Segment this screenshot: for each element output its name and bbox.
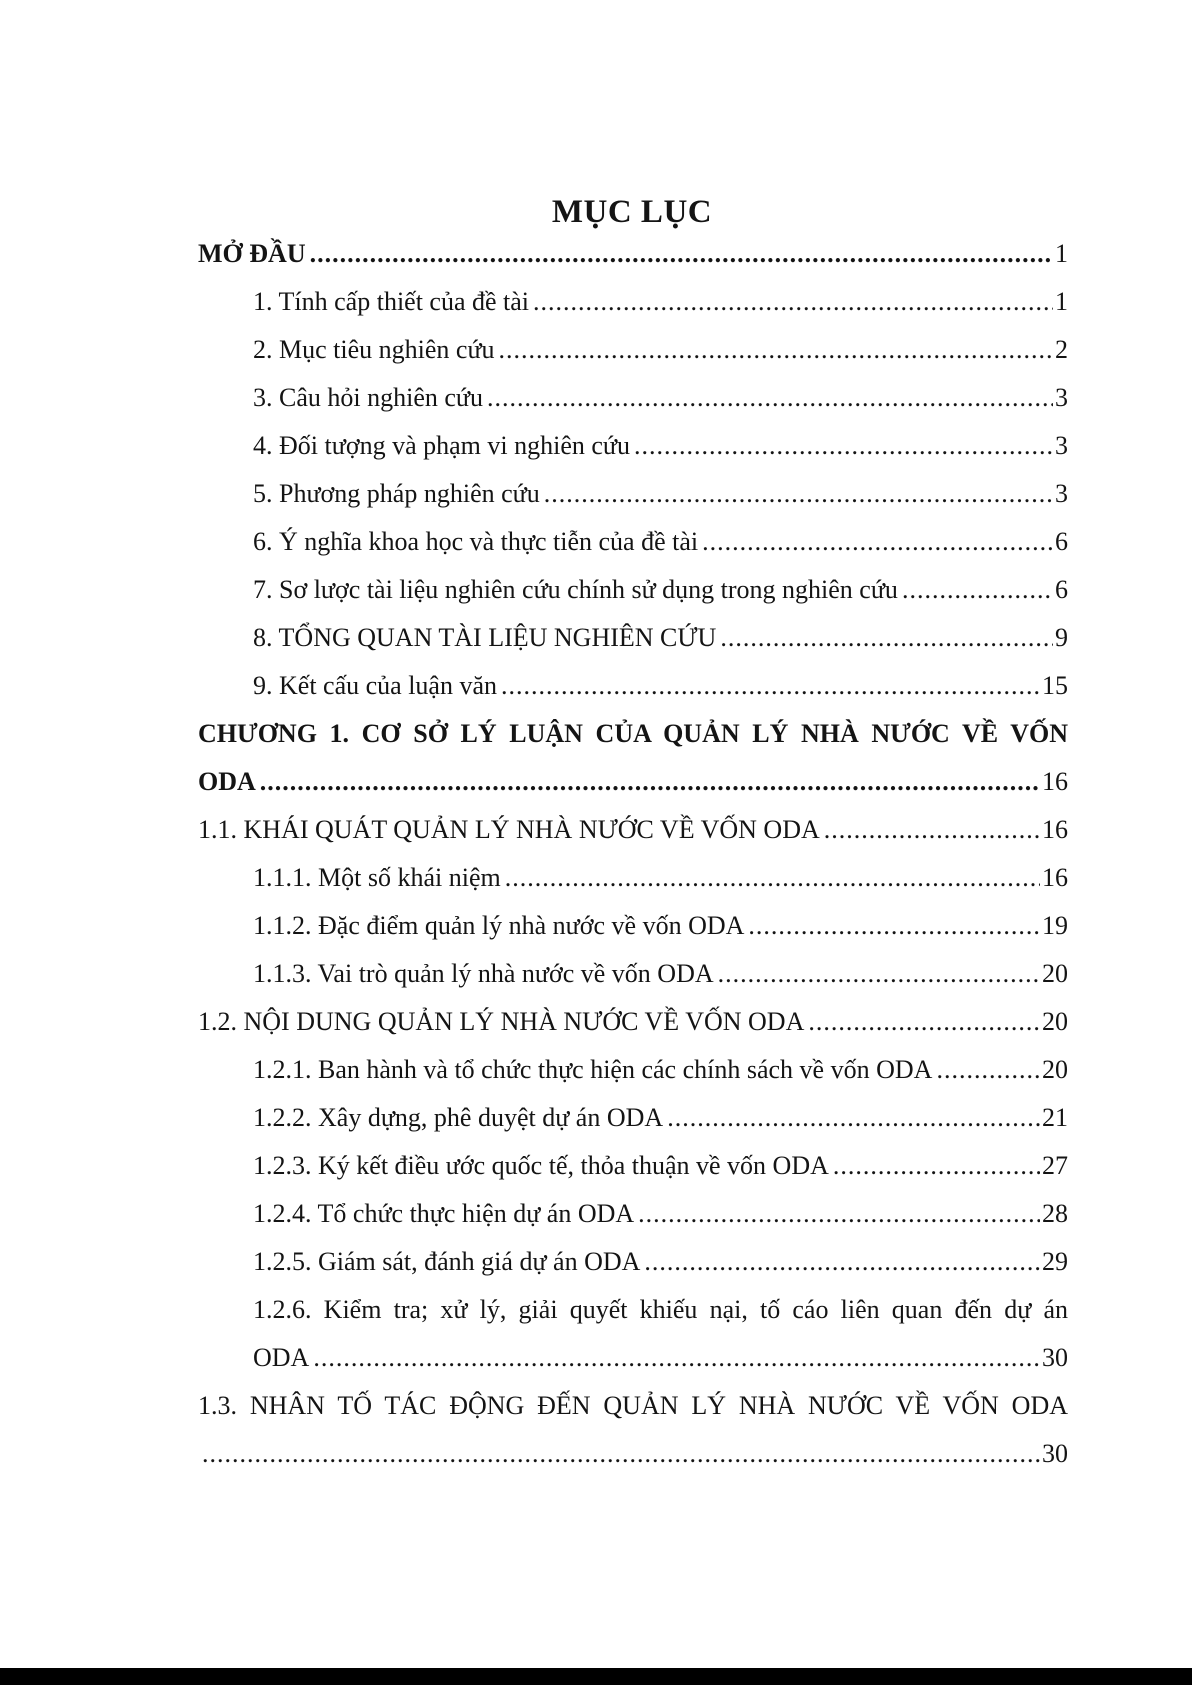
dot-leader (310, 230, 1053, 278)
dot-leader (501, 662, 1040, 710)
toc-entry-page: 16 (1042, 767, 1068, 796)
toc-entry-page: 6 (1055, 575, 1068, 604)
toc-entry[interactable] (198, 1094, 1068, 1142)
dot-leader (644, 1238, 1040, 1286)
toc-entry-wrapped-line[interactable]: 1.3. NHÂN TỐ TÁC ĐỘNG ĐẾN QUẢN LÝ NHÀ NƯỚC VỀ VỐN ODA (198, 1391, 1068, 1420)
toc-entry[interactable] (198, 902, 1068, 950)
toc-entry[interactable] (198, 326, 1068, 374)
dot-leader (720, 614, 1053, 662)
toc-entry-page: 6 (1055, 527, 1068, 556)
toc-entry[interactable] (198, 1190, 1068, 1238)
toc-entry-page: 16 (1042, 863, 1068, 892)
dot-leader (667, 1094, 1040, 1142)
dot-leader (202, 1430, 1040, 1478)
toc-entry-text: 1.1. KHÁI QUÁT QUẢN LÝ NHÀ NƯỚC VỀ VỐN ODA (198, 815, 820, 844)
toc-entry-text: 1.2.1. Ban hành và tổ chức thực hiện các chính sách về vốn ODA (253, 1055, 933, 1084)
toc-entry-text: 1.2.3. Ký kết điều ước quốc tế, thỏa thuận về vốn ODA (253, 1151, 829, 1180)
toc-entry[interactable] (198, 422, 1068, 470)
toc-entry-page: 15 (1042, 671, 1068, 700)
dot-leader (260, 758, 1040, 806)
toc-entry[interactable] (198, 470, 1068, 518)
toc-entry-page: 9 (1055, 623, 1068, 652)
toc-entry-page: 20 (1042, 1055, 1068, 1084)
dot-leader (718, 950, 1040, 998)
toc-entry[interactable] (198, 278, 1068, 326)
toc-entry-text: 1.1.1. Một số khái niệm (253, 863, 501, 892)
toc-entry-page: 28 (1042, 1199, 1068, 1228)
toc-entry-text: 1.1.2. Đặc điểm quản lý nhà nước về vốn ODA (253, 911, 745, 940)
toc-entry-page: 3 (1055, 383, 1068, 412)
toc-entry-text: 4. Đối tượng và phạm vi nghiên cứu (253, 431, 630, 460)
toc-entry[interactable] (198, 806, 1068, 854)
dot-leader (487, 374, 1053, 422)
dot-leader (833, 1142, 1040, 1190)
toc-entry-text: 8. TỔNG QUAN TÀI LIỆU NGHIÊN CỨU (253, 623, 717, 652)
toc-entry-wrapped-line[interactable]: 1.2.6. Kiểm tra; xử lý, giải quyết khiếu nại, tố cáo liên quan đến dự án (253, 1295, 1068, 1324)
toc-entry-text: 1.2.2. Xây dựng, phê duyệt dự án ODA (253, 1103, 664, 1132)
toc-entry-page: 30 (1042, 1439, 1068, 1468)
dot-leader (748, 902, 1040, 950)
toc-entry-page: 1 (1055, 239, 1068, 268)
toc-entry-page: 30 (1042, 1343, 1068, 1372)
toc-title: MỤC LỤC (551, 194, 713, 230)
toc-entry-page: 3 (1055, 479, 1068, 508)
toc-entry-text: 1.1.3. Vai trò quản lý nhà nước về vốn ODA (253, 959, 714, 988)
toc-entry-text: 1.2.4. Tổ chức thực hiện dự án ODA (253, 1199, 635, 1228)
toc-entry[interactable] (198, 1238, 1068, 1286)
toc-entry-page: 27 (1042, 1151, 1068, 1180)
toc-entry-page: 1 (1055, 287, 1068, 316)
toc-entry[interactable] (198, 1142, 1068, 1190)
toc-entry[interactable] (198, 614, 1068, 662)
toc-entry-page: 21 (1042, 1103, 1068, 1132)
toc-entry-page: 19 (1042, 911, 1068, 940)
toc-entry-page: 2 (1055, 335, 1068, 364)
toc-entry-text: 1. Tính cấp thiết của đề tài (253, 287, 530, 316)
toc-entry[interactable] (198, 950, 1068, 998)
toc-entry-text: 3. Câu hỏi nghiên cứu (253, 383, 484, 412)
dot-leader (533, 278, 1053, 326)
toc-entry-text: 5. Phương pháp nghiên cứu (253, 479, 540, 508)
toc-entry[interactable] (198, 518, 1068, 566)
toc-entry-page: 29 (1042, 1247, 1068, 1276)
toc-entry-text: 7. Sơ lược tài liệu nghiên cứu chính sử dụng trong nghiên cứu (253, 575, 898, 604)
toc-entry[interactable] (198, 662, 1068, 710)
toc-entry-text: 1.2. NỘI DUNG QUẢN LÝ NHÀ NƯỚC VỀ VỐN ODA (198, 1007, 805, 1036)
toc-entry-page: 3 (1055, 431, 1068, 460)
toc-entry[interactable] (198, 230, 1068, 278)
toc-entry[interactable] (198, 854, 1068, 902)
toc-entry-text: 6. Ý nghĩa khoa học và thực tiễn của đề tài (253, 527, 699, 556)
dot-leader (808, 998, 1040, 1046)
toc-entry[interactable] (198, 1334, 1068, 1382)
dot-leader (634, 422, 1053, 470)
toc-entry-text: 2. Mục tiêu nghiên cứu (253, 335, 495, 364)
bottom-edge-bar (0, 1668, 1192, 1685)
toc-entry-text: ODA (253, 1343, 310, 1372)
toc-entry-page: 20 (1042, 959, 1068, 988)
toc-entry[interactable] (198, 1430, 1068, 1478)
table-of-contents (198, 230, 1068, 1478)
toc-entry[interactable] (198, 374, 1068, 422)
dot-leader (499, 326, 1053, 374)
toc-entry-page: 16 (1042, 815, 1068, 844)
dot-leader (936, 1046, 1040, 1094)
dot-leader (702, 518, 1053, 566)
toc-entry-text: 9. Kết cấu của luận văn (253, 671, 498, 700)
toc-entry-page: 20 (1042, 1007, 1068, 1036)
toc-entry-text: MỞ ĐẦU (198, 239, 306, 268)
toc-entry-text: 1.2.5. Giám sát, đánh giá dự án ODA (253, 1247, 641, 1276)
dot-leader (824, 806, 1040, 854)
dot-leader (313, 1334, 1040, 1382)
dot-leader (902, 566, 1053, 614)
toc-entry[interactable] (198, 1046, 1068, 1094)
toc-entry[interactable] (198, 758, 1068, 806)
toc-entry[interactable] (198, 998, 1068, 1046)
dot-leader (505, 854, 1040, 902)
toc-entry[interactable] (198, 566, 1068, 614)
dot-leader (544, 470, 1053, 518)
toc-entry-wrapped-line[interactable]: CHƯƠNG 1. CƠ SỞ LÝ LUẬN CỦA QUẢN LÝ NHÀ NƯỚC VỀ VỐN (198, 719, 1068, 748)
toc-entry-text: ODA (198, 767, 256, 796)
dot-leader (638, 1190, 1040, 1238)
